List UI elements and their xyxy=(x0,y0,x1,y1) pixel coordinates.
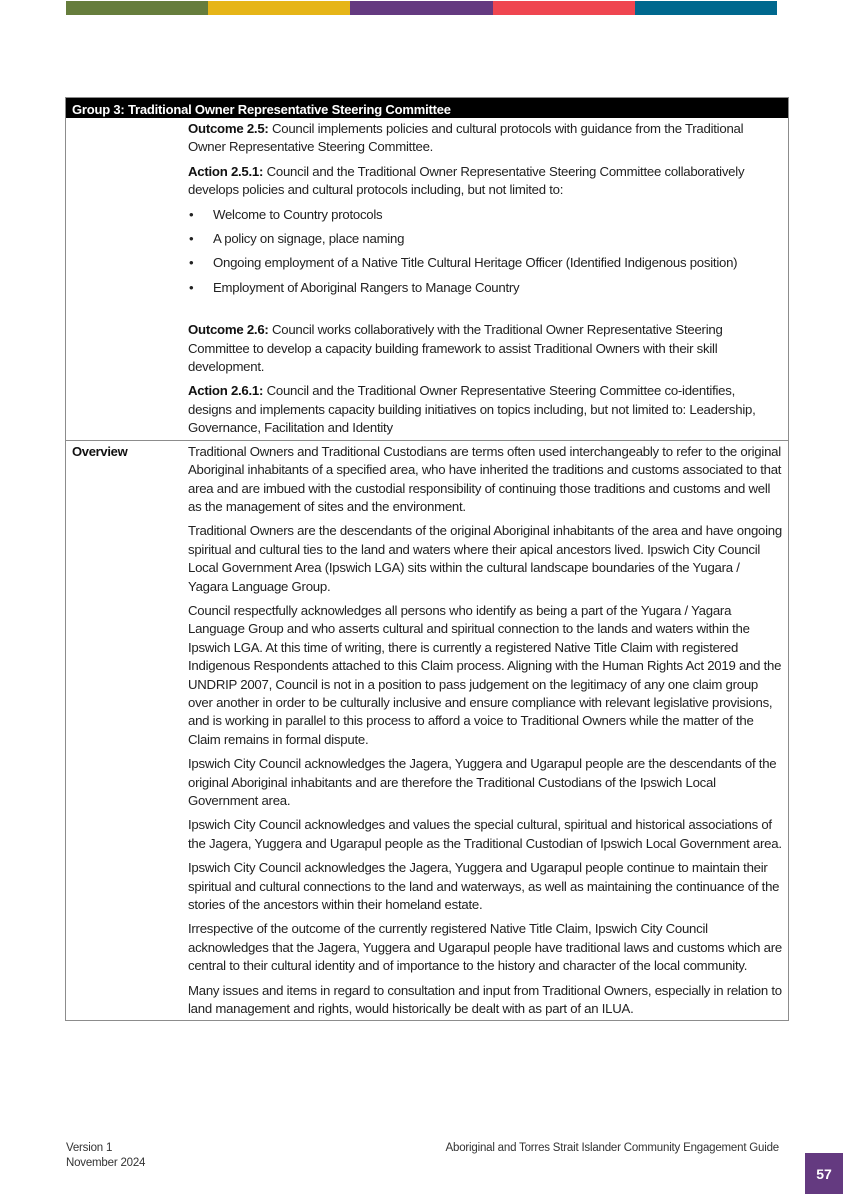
stripe-segment-green xyxy=(66,1,208,15)
action-2-5-1-text: Council and the Traditional Owner Representative Steering Committee collaboratively develops policies and cultural protocols including, but not limited to: xyxy=(188,163,745,198)
bullet-icon: • xyxy=(189,231,194,247)
list-item xyxy=(188,230,782,248)
overview-paragraph: Ipswich City Council acknowledges the Jagera, Yuggera and Ugarapul people are the descendants of the original Aboriginal inhabitants and are therefore the Traditional Custodians of the Ipswich Local Government area. xyxy=(188,756,777,808)
footer-date: November 2024 xyxy=(66,1157,146,1169)
list-item-text: Welcome to Country protocols xyxy=(213,206,383,222)
outcome-2-6-label: Outcome 2.6: xyxy=(188,322,269,338)
list-item xyxy=(188,206,782,224)
list-item-text: Employment of Aboriginal Rangers to Manage Country xyxy=(213,279,520,295)
steering-committee-table xyxy=(65,97,789,1021)
footer-version: Version 1 xyxy=(66,1142,113,1154)
outcome-2-6-text: Council works collaboratively with the Traditional Owner Representative Steering Committee to develop a capacity building framework to assist Traditional Owners with their skill development. xyxy=(188,322,723,375)
table-row-overview xyxy=(66,440,788,1021)
stripe-segment-blue xyxy=(635,1,777,15)
list-item-text: Ongoing employment of a Native Title Cultural Heritage Officer (Identified Indigenous position) xyxy=(213,255,738,271)
row-label-empty xyxy=(66,118,186,440)
overview-paragraph: Irrespective of the outcome of the currently registered Native Title Claim, Ipswich City Council acknowledges that the Jagera, Yuggera and Ugarapul people have traditional laws and customs which are central to their cultural identity and of importance to the history and character of the local community. xyxy=(188,921,782,974)
list-item xyxy=(188,254,782,272)
action-2-5-1 xyxy=(188,163,782,200)
action-2-6-1-text: Council and the Traditional Owner Representative Steering Committee co-identifies, designs and implements capacity building initiatives on topics including, but not limited to: Leadership, Governance, Facilitation and Identity xyxy=(188,383,756,436)
overview-paragraph: Traditional Owners are the descendants of the original Aboriginal inhabitants of the area and have ongoing spiritual and cultural ties to the land and waters where their apical ancestors lived. Ipswich City Council Local Government Area (Ipswich LGA) sits within the cultural landscape boundaries of the Yugara / Yagara Language Group. xyxy=(188,523,782,594)
action-2-6-1-label: Action 2.6.1: xyxy=(188,383,264,399)
overview-content xyxy=(186,441,788,1021)
group3-content xyxy=(186,118,788,440)
bullet-icon: • xyxy=(189,279,194,295)
outcome-2-6 xyxy=(188,321,782,376)
bullet-icon: • xyxy=(189,255,194,271)
overview-paragraph: Council respectfully acknowledges all persons who identify as being a part of the Yugara / Yagara Language Group and who asserts cultural and spiritual connection to the lands and waters within the Ipswich LGA. At this time of writing, there is currently a registered Native Title Claim with registered Indigenous Respondents attached to this Claim process. Aligning with the Human Rights Act 2019 and the UNDRIP 2007, Council is not in a position to pass judgement on the legitimacy of any one claim group over another in order to be culturally inclusive and ensure compliance with relevant legislative provisions, and is working in parallel to this process to afford a voice to Traditional Owners while the matter of the Claim remains in formal dispute. xyxy=(188,602,782,747)
overview-paragraph: Traditional Owners and Traditional Custodians are terms often used interchangeably to refer to the original Aboriginal inhabitants of a specified area, who have inherited the traditions and customs associated to that area and are imbued with the custodial responsibility of continuing those traditions and customs and well as the management of sites and the environment. xyxy=(188,443,782,514)
page-number-badge: 57 xyxy=(805,1153,843,1194)
action-2-5-1-label: Action 2.5.1: xyxy=(188,163,264,179)
overview-paragraph: Many issues and items in regard to consultation and input from Traditional Owners, especially in relation to land management and rights, would historically be dealt with as part of an ILUA. xyxy=(188,982,782,1017)
footer-version-info xyxy=(66,1141,145,1171)
outcome-2-5-label: Outcome 2.5: xyxy=(188,121,269,136)
table-row-group3 xyxy=(66,118,788,440)
overview-paragraph: Ipswich City Council acknowledges and values the special cultural, spiritual and historical associations of the Jagera, Yuggera and Ugarapul people as the Traditional Custodian of Ipswich Local Government area. xyxy=(188,817,782,851)
header-color-stripe xyxy=(66,1,777,15)
list-item xyxy=(188,279,782,297)
outcome-2-5-text: Council implements policies and cultural protocols with guidance from the Traditional Owner Representative Steering Committee. xyxy=(188,121,744,155)
overview-paragraph: Ipswich City Council acknowledges the Jagera, Yuggera and Ugarapul people continue to maintain their spiritual and cultural connections to the land and waterways, as well as maintaining the continuance of the stories of the ancestors within their homeland estate. xyxy=(188,860,780,913)
overview-label: Overview xyxy=(72,443,128,459)
protocol-list xyxy=(188,206,782,298)
table-heading: Group 3: Traditional Owner Representative Steering Committee xyxy=(66,98,788,118)
bullet-icon: • xyxy=(189,206,194,222)
outcome-2-5 xyxy=(188,120,782,157)
spacer xyxy=(188,303,782,321)
footer-document-title: Aboriginal and Torres Strait Islander Community Engagement Guide xyxy=(445,1142,779,1154)
stripe-segment-red xyxy=(493,1,635,15)
action-2-6-1 xyxy=(188,382,782,437)
stripe-segment-purple xyxy=(350,1,492,15)
stripe-segment-yellow xyxy=(208,1,350,15)
list-item-text: A policy on signage, place naming xyxy=(213,231,405,247)
